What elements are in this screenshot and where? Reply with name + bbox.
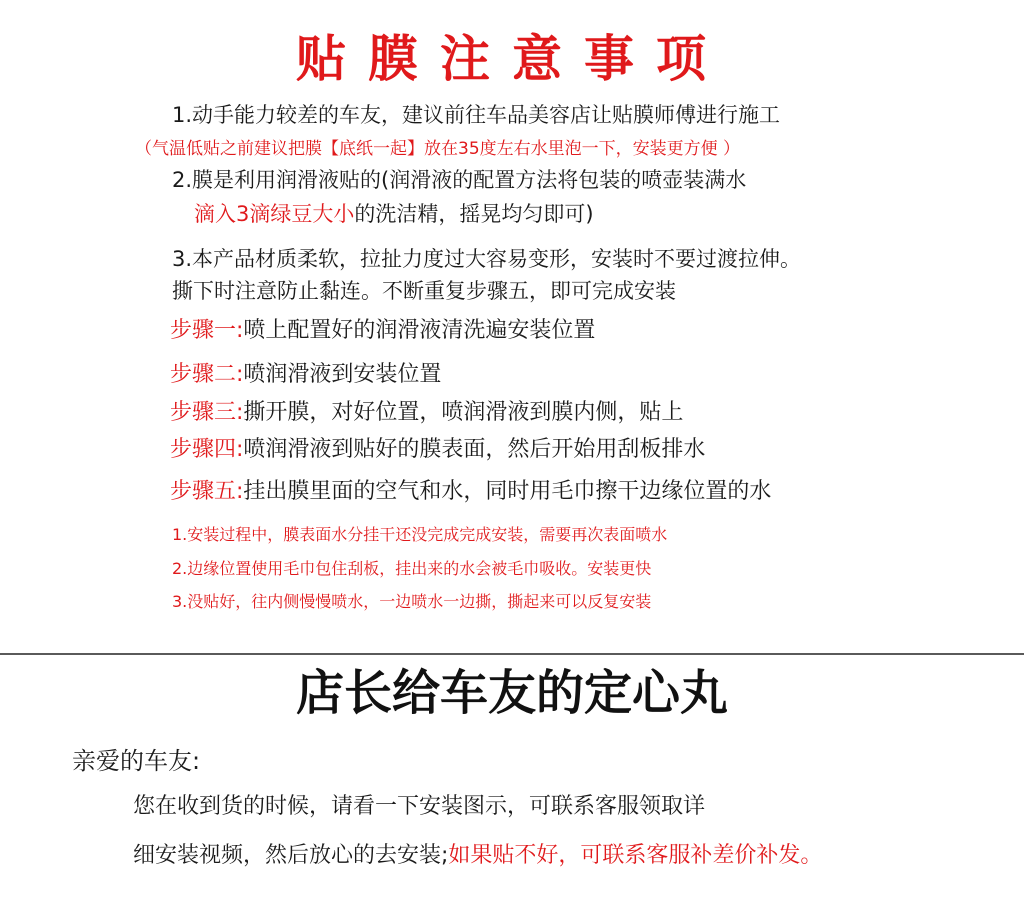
step-text: 喷上配置好的润滑液清洗遍安装位置 — [243, 318, 596, 343]
step-label: 步骤三: — [170, 400, 244, 425]
item-1-note: （气温低贴之前建议把膜【底纸一起】放在35度左右水里泡一下，安装更方便 ） — [135, 139, 741, 159]
reassure-line-2-text: 细安装视频，然后放心的去安装; — [133, 843, 449, 868]
step-text: 挂出膜里面的空气和水，同时用毛巾擦干边缘位置的水 — [243, 479, 772, 504]
reassure-line-2-highlight: 如果贴不好，可联系客服补差价补发。 — [448, 843, 823, 868]
tip-3: 3.没贴好，往内侧慢慢喷水，一边喷水一边撕，撕起来可以反复安装 — [172, 592, 652, 611]
section-divider — [0, 653, 1024, 655]
step-text: 喷润滑液到安装位置 — [243, 362, 442, 387]
tip-1: 1.安装过程中，膜表面水分挂干还没完成完成安装，需要再次表面喷水 — [172, 525, 668, 544]
step-label: 步骤二: — [170, 362, 244, 387]
item-2-line-2-rest: 的洗洁精，摇晃均匀即可) — [354, 202, 594, 226]
item-2-line-2 — [194, 200, 594, 228]
reassure-line-1: 您在收到货的时候，请看一下安装图示，可联系客服领取详 — [133, 794, 706, 819]
step-5 — [170, 477, 771, 507]
step-3 — [170, 398, 683, 428]
step-text: 喷润滑液到贴好的膜表面，然后开始用刮板排水 — [243, 437, 706, 462]
reassure-line-2 — [133, 841, 822, 871]
step-4 — [170, 435, 705, 465]
item-1: 1.动手能力较差的车友，建议前往车品美容店让贴膜师傅进行施工 — [172, 103, 781, 127]
notice-title: 贴膜注意事项 — [296, 30, 728, 88]
item-2-drop-amount: 滴入3滴绿豆大小 — [194, 202, 355, 226]
step-label: 步骤一: — [170, 318, 244, 343]
item-2-line-1: 2.膜是利用润滑液贴的(润滑液的配置方法将包装的喷壶装满水 — [172, 168, 747, 192]
step-text: 撕开膜，对好位置，喷润滑液到膜内侧，贴上 — [243, 400, 684, 425]
step-2 — [170, 360, 441, 390]
greeting: 亲爱的车友: — [72, 747, 201, 775]
step-label: 步骤四: — [170, 437, 244, 462]
reassure-title: 店长给车友的定心丸 — [295, 665, 728, 721]
step-label: 步骤五: — [170, 479, 244, 504]
item-3-line-2: 撕下时注意防止黏连。不断重复步骤五，即可完成安装 — [172, 279, 676, 303]
tip-2: 2.边缘位置使用毛巾包住刮板，挂出来的水会被毛巾吸收。安装更快 — [172, 559, 652, 578]
item-3-line-1: 3.本产品材质柔软，拉扯力度过大容易变形，安装时不要过渡拉伸。 — [172, 247, 802, 271]
step-1 — [170, 316, 595, 346]
